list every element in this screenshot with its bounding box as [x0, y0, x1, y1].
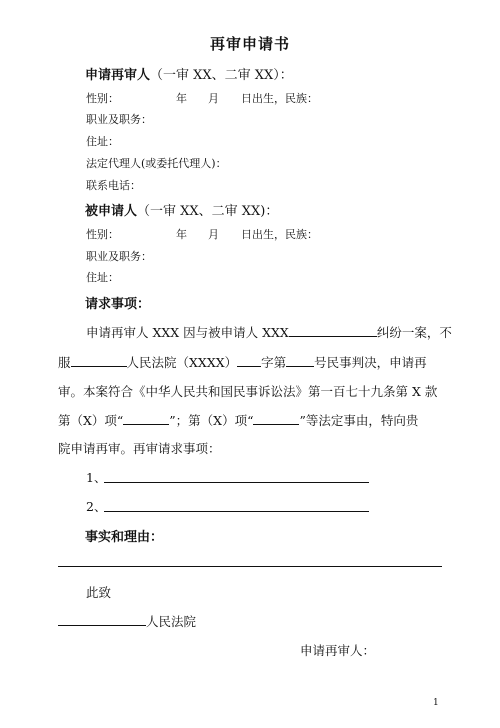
- request-item-2-line[interactable]: [104, 511, 369, 512]
- closing-court-blank[interactable]: [58, 613, 146, 626]
- applicant-birth-label: 日出生，民族：: [241, 92, 318, 105]
- request-line4-text-a: 第（X）项“: [58, 413, 124, 428]
- request-paragraph-line-1: [86, 323, 452, 341]
- respondent-address-label: 住址：: [86, 271, 119, 284]
- respondent-year-label: 年: [176, 228, 187, 241]
- request-line2-text-c: 字第: [261, 355, 287, 370]
- respondent-heading-label: 被申请人: [85, 204, 138, 219]
- closing-signer: 申请再审人：: [300, 643, 376, 658]
- case-type-blank[interactable]: [237, 354, 261, 367]
- applicant-heading: [85, 64, 293, 83]
- request-line2-text-b: 人民法院（XXXX）: [126, 355, 238, 370]
- respondent-month-label: 月: [208, 228, 219, 241]
- request-item-1-number: 1、: [86, 470, 107, 485]
- respondent-birth-label: 日出生，民族：: [241, 228, 318, 241]
- closing-court-label: 人民法院: [146, 614, 197, 629]
- applicant-phone-label: 联系电话：: [86, 179, 141, 192]
- page-number: 1: [433, 698, 439, 708]
- request-line1-text-a: 申请再审人 XXX 因与被申请人 XXX: [86, 325, 289, 340]
- applicant-address-label: 住址：: [86, 135, 119, 148]
- request-line2-text-d: 号民事判决，申请再: [314, 355, 427, 370]
- request-line4-text-b: ”；第（X）项“: [169, 413, 254, 428]
- applicant-month-label: 月: [208, 92, 219, 105]
- request-paragraph-line-3: 审。本案符合《中华人民共和国民事诉讼法》第一百七十九条第 X 款: [58, 384, 438, 399]
- applicant-year-label: 年: [176, 92, 187, 105]
- closing-court-line: [58, 612, 196, 630]
- request-paragraph-line-4: [58, 411, 418, 429]
- facts-line[interactable]: [58, 566, 442, 567]
- request-line2-text-a: 服: [58, 355, 71, 370]
- request-paragraph-line-5: 院申请再审。再审请求事项：: [58, 441, 221, 456]
- requests-heading: 请求事项：: [85, 297, 151, 312]
- request-line1-text-b: 纠纷一案，不: [376, 325, 452, 340]
- closing-cizhi: 此致: [86, 585, 112, 600]
- court-name-blank[interactable]: [71, 354, 127, 367]
- request-paragraph-line-2: [58, 353, 427, 371]
- respondent-occupation-label: 职业及职务：: [86, 250, 152, 263]
- respondent-heading-paren: （一审 XX、二审 XX)：: [137, 204, 279, 219]
- item-x-blank-1[interactable]: [123, 412, 169, 425]
- facts-heading: 事实和理由：: [85, 530, 164, 545]
- dispute-blank[interactable]: [289, 324, 377, 337]
- case-number-blank[interactable]: [286, 354, 314, 367]
- request-item-1-line[interactable]: [104, 482, 369, 483]
- applicant-occupation-label: 职业及职务：: [86, 113, 152, 126]
- respondent-gender-label: 性别：: [86, 228, 119, 241]
- request-line4-text-c: ”等法定事由，特向贵: [299, 413, 419, 428]
- applicant-heading-paren: （一审 XX、二审 XX）：: [150, 68, 293, 83]
- request-item-2-number: 2、: [86, 499, 107, 514]
- applicant-gender-label: 性别：: [86, 92, 119, 105]
- item-x-blank-2[interactable]: [253, 412, 299, 425]
- respondent-heading: [85, 200, 278, 219]
- applicant-heading-label: 申请再审人: [85, 68, 151, 83]
- page-title: 再审申请书: [209, 35, 290, 53]
- applicant-agent-label: 法定代理人(或委托代理人)：: [86, 157, 227, 170]
